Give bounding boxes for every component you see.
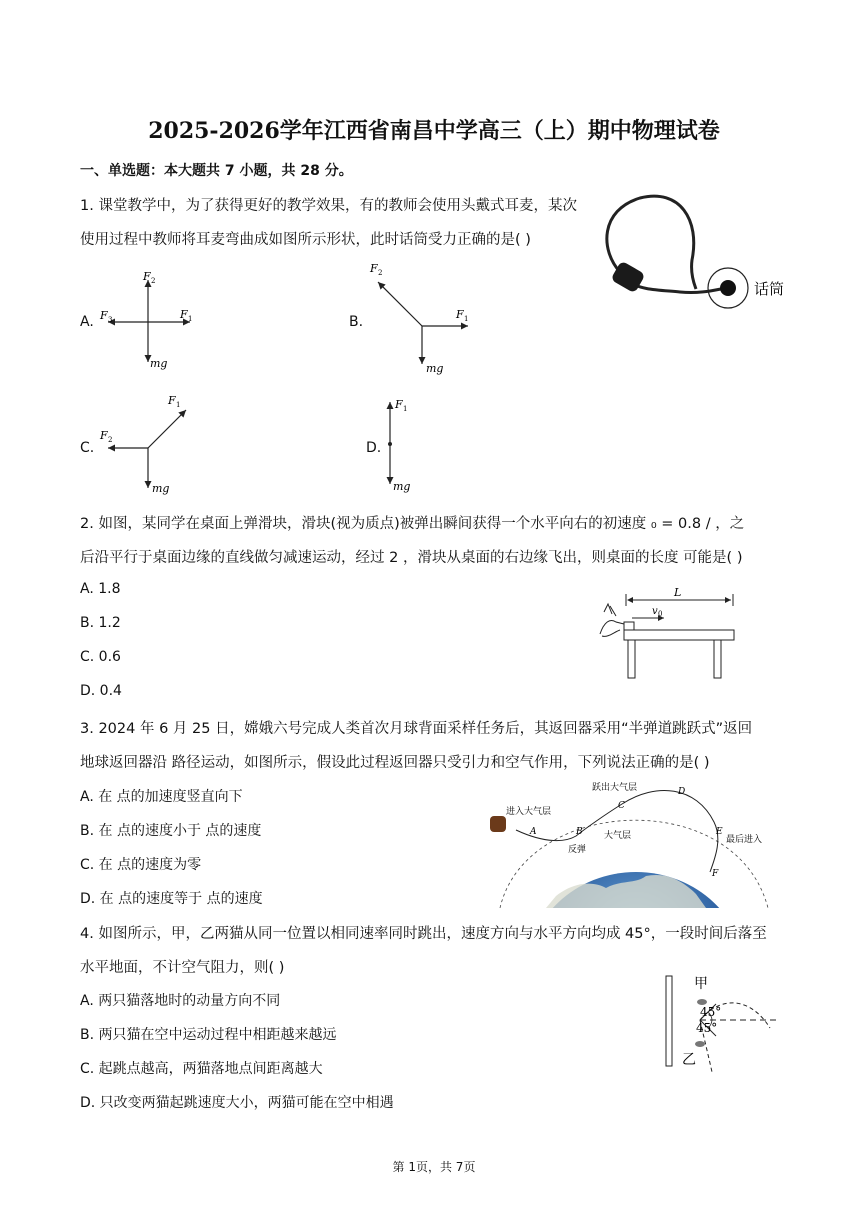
label-yi: 乙: [682, 1052, 696, 1068]
q1-diagram-b: [364, 260, 484, 376]
q4-option-d: D. 只改变两猫起跳速度大小，两猫可能在空中相遇: [80, 1095, 394, 1111]
point-a-label: A: [530, 827, 537, 837]
label-velocity: v: [652, 606, 658, 617]
label-f2-sub: 2: [378, 269, 383, 277]
q4-option-b: B. 两只猫在空中运动过程中相距越来越远: [80, 1027, 337, 1043]
q2-option-d: D. 0.4: [80, 683, 122, 699]
label-atmosphere: 大气层: [604, 831, 632, 841]
label-mg: mg: [393, 480, 411, 493]
label-f3-sub: 3: [108, 316, 113, 324]
q4-option-c: C. 起跳点越高，两猫落地点间距离越大: [80, 1061, 323, 1077]
page-title: 2025-2026学年江西省南昌中学高三（上）期中物理试卷: [148, 118, 720, 144]
q1-text-line1: 1. 课堂教学中，为了获得更好的教学效果，有的教师会使用头戴式耳麦，某次: [80, 198, 577, 214]
label-f1-sub: 1: [464, 315, 469, 323]
q3-option-a: A. 在 点的加速度竖直向下: [80, 789, 243, 805]
q1-diagram-d: [380, 392, 440, 498]
point-c-label: C: [618, 801, 625, 811]
q4-option-a: A. 两只猫落地时的动量方向不同: [80, 993, 281, 1009]
headset-boom: [630, 282, 726, 293]
q2-option-c: C. 0.6: [80, 649, 121, 665]
q3-text-line1: 3. 2024 年 6 月 25 日，嫦娥六号完成人类首次月球背面采样任务后，其返回器采用“半弹道跳跃式”返回: [80, 721, 753, 737]
point-e-label: E: [716, 827, 723, 837]
label-f2: F: [100, 429, 108, 442]
cat-yi: [695, 1041, 705, 1047]
hand-icon: [600, 621, 624, 637]
q3-option-d: D. 在 点的速度等于 点的速度: [80, 891, 263, 907]
vector-f1: [148, 410, 186, 448]
label-mg: mg: [152, 482, 170, 495]
table-figure: [590, 582, 740, 682]
point-b-label: B: [576, 827, 583, 837]
q1-option-c: C.: [80, 440, 95, 456]
q3-option-c: C. 在 点的速度为零: [80, 857, 202, 873]
label-mg: mg: [150, 357, 168, 370]
label-earth: 地球: [622, 863, 641, 873]
q1-diagram-a: [96, 266, 206, 376]
label-f1-sub: 1: [403, 405, 408, 413]
section-heading: 一、单选题：本大题共 7 小题，共 28 分。: [80, 163, 353, 179]
q3-text-line2: 地球返回器沿 路径运动，如图所示，假设此过程返回器只受引力和空气作用，下列说法正确的是( ): [80, 755, 710, 771]
label-f2-sub: 2: [108, 436, 113, 444]
q1-option-d: D.: [366, 440, 382, 456]
label-last-entry: 最后进入: [726, 835, 763, 845]
cats-figure: [660, 968, 790, 1078]
table-leg-left: [628, 640, 635, 678]
point-d-label: D: [678, 787, 686, 797]
label-exit: 跃出大气层: [592, 783, 638, 793]
point-f-label: F: [712, 869, 719, 879]
label-f3: F: [100, 309, 108, 322]
label-velocity-sub: 0: [658, 610, 663, 618]
label-angle-bottom: 45°: [696, 1021, 718, 1035]
label-f2-sub: 2: [151, 277, 156, 285]
label-f2: F: [143, 270, 151, 283]
label-angle-top: 45°: [700, 1005, 722, 1019]
label-f1-sub: 1: [188, 315, 193, 323]
label-f2: F: [370, 262, 378, 275]
label-jia: 甲: [694, 976, 708, 992]
headset-figure: [600, 190, 800, 320]
finger-icon: [604, 604, 616, 616]
wall: [666, 976, 672, 1066]
label-rebound: 反弹: [568, 845, 587, 855]
label-f1: F: [456, 308, 464, 321]
page-footer: 第 1页，共 7页: [392, 1160, 476, 1174]
q2-option-a: A. 1.8: [80, 581, 121, 597]
q4-text-line1: 4. 如图所示，甲，乙两猫从同一位置以相同速率同时跳出，速度方向与水平方向均成 45°，一段时间后落至: [80, 926, 767, 942]
mic-dot: [720, 280, 736, 296]
q2-option-b: B. 1.2: [80, 615, 121, 631]
q4-text-line2: 水平地面，不计空气阻力，则( ): [80, 960, 285, 976]
label-length: L: [674, 586, 682, 599]
label-enter: 进入大气层: [506, 807, 552, 817]
q2-text-line2: 后沿平行于桌面边缘的直线做匀减速运动，经过 2 ，滑块从桌面的右边缘飞出，则桌面的长度 可能是( ): [80, 550, 743, 566]
label-f1-sub: 1: [176, 401, 181, 409]
mic-label: 话筒: [754, 280, 785, 298]
q1-diagram-c: [96, 392, 206, 498]
slider-block: [624, 622, 634, 630]
label-f1: F: [395, 398, 403, 411]
reentry-figure: [486, 776, 782, 908]
capsule: [490, 816, 506, 832]
label-mg: mg: [426, 362, 444, 375]
q2-text-line1: 2. 如图，某同学在桌面上弹滑块，滑块(视为质点)被弹出瞬间获得一个水平向右的初速度 ₀ = 0.8 / ，之: [80, 516, 745, 532]
q1-option-a: A.: [80, 314, 94, 330]
q1-text-line2: 使用过程中教师将耳麦弯曲成如图所示形状，此时话筒受力正确的是( ): [80, 232, 531, 248]
table-top: [624, 630, 734, 640]
table-leg-right: [714, 640, 721, 678]
vector-f2: [378, 282, 422, 326]
label-f1: F: [168, 394, 176, 407]
q1-option-b: B.: [349, 314, 364, 330]
q3-option-b: B. 在 点的速度小于 点的速度: [80, 823, 262, 839]
label-f1: F: [180, 308, 188, 321]
